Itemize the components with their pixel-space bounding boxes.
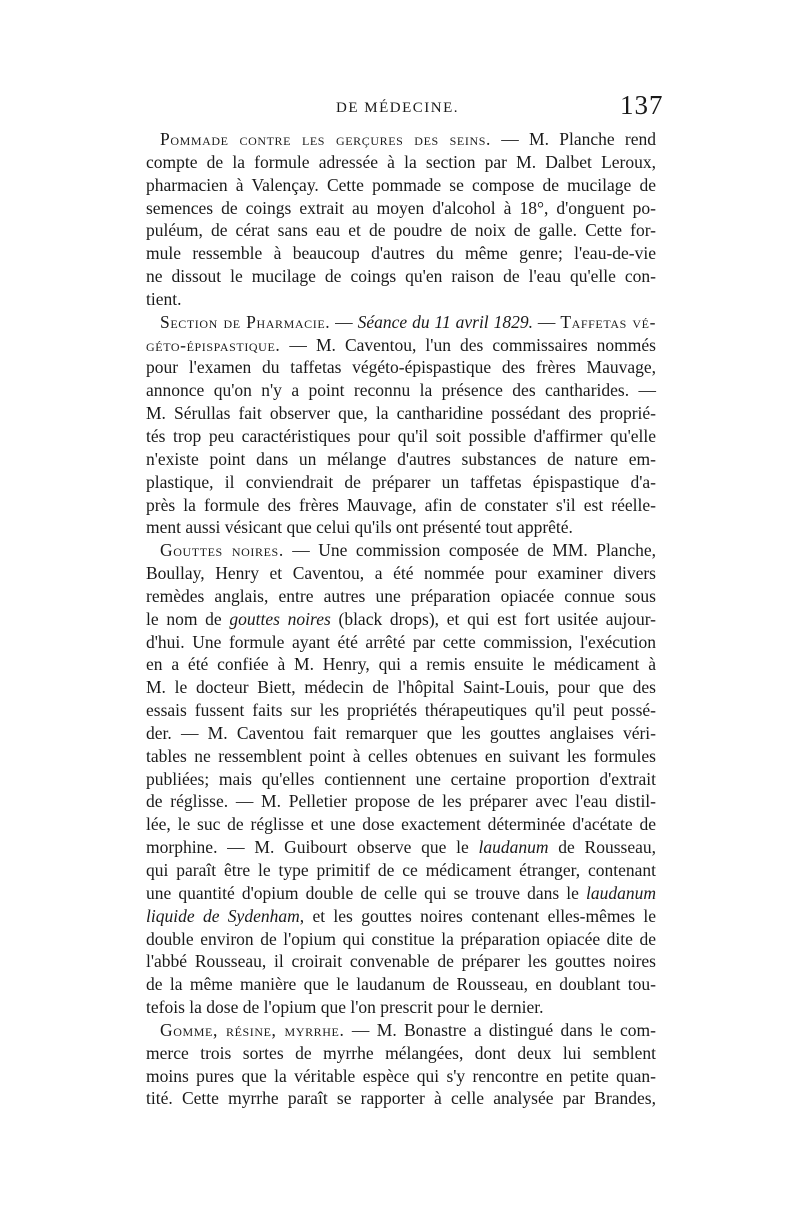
- text-line: [146, 950, 656, 973]
- text-run: tient.: [146, 288, 182, 309]
- text-run: remèdes anglais, entre autres une préparation opiacée connue sous: [146, 585, 656, 606]
- text-line: [146, 311, 656, 334]
- text-run: — M. Bonastre a distingué dans le com-: [344, 1019, 656, 1040]
- text-run: morphine. — M. Guibourt observe que le: [146, 837, 479, 858]
- text-line: [146, 768, 656, 791]
- text-run: , et les gouttes noires contenant elles-mêmes le: [299, 905, 657, 926]
- text-run: pharmacien à Valençay. Cette pommade se compose de mucilage de: [146, 174, 656, 195]
- text-run: près la formule des frères Mauvage, afin de constater s'il est réelle-: [146, 494, 656, 515]
- text-line: [146, 128, 656, 151]
- section-heading: Taffetas vé-: [560, 311, 656, 332]
- text-run: plastique, il conviendrait de préparer un taffetas épispastique d'a-: [146, 471, 656, 492]
- text-run: tité. Cette myrrhe paraît se rapporter à celle analysée par Brandes,: [146, 1088, 656, 1109]
- text-line: [146, 996, 656, 1019]
- text-run: puléum, de cérat sans eau et de poudre de noix de galle. Cette for-: [146, 220, 656, 241]
- text-run: tefois la dose de l'opium que l'on prescrit pour le dernier.: [146, 997, 544, 1018]
- section-heading: géto-épispastique.: [146, 334, 281, 355]
- text-run: (black drops), et qui est fort usitée aujour-: [330, 608, 656, 629]
- text-run: der. — M. Caventou fait remarquer que les gouttes anglaises véri-: [146, 722, 656, 743]
- italic-text: laudanum: [478, 837, 549, 858]
- text-run: — M. Planche rend: [490, 129, 656, 149]
- section-heading: Section de Pharmacie.: [160, 311, 331, 332]
- text-line: [146, 699, 656, 722]
- text-run: —: [330, 311, 358, 332]
- body-text: [146, 128, 656, 1110]
- text-run: Boullay, Henry et Caventou, a été nommée pour examiner divers: [146, 563, 656, 584]
- text-line: [146, 676, 656, 699]
- text-run: d'hui. Une formule ayant été arrêté par cette commission, l'exécution: [146, 631, 656, 652]
- text-run: mule ressemble à beaucoup d'autres du même genre; l'eau-de-vie: [146, 243, 656, 264]
- text-run: essais fussent faits sur les propriétés thérapeutiques qu'il peut possé-: [146, 700, 656, 721]
- italic-text: laudanum: [586, 882, 656, 903]
- text-run: —: [532, 311, 561, 332]
- section-heading: Gomme, résine, myrrhe.: [160, 1019, 345, 1040]
- text-line: [146, 471, 656, 494]
- text-line: [146, 494, 656, 517]
- text-line: [146, 1042, 656, 1065]
- text-run: ne dissout le mucilage de coings qu'en raison de l'eau qu'elle con-: [146, 266, 656, 287]
- text-run: n'existe point dans un mélange d'autres substances de nature em-: [146, 448, 656, 469]
- text-line: [146, 608, 656, 631]
- text-run: qui paraît être le type primitif de ce médicament étranger, contenant: [146, 860, 656, 880]
- italic-text: liquide de Sydenham: [146, 905, 300, 926]
- section-heading: Pommade contre les gerçures des seins.: [160, 129, 491, 149]
- text-line: [146, 1019, 656, 1042]
- italic-text: Séance du 11 avril 1829.: [357, 311, 533, 332]
- text-line: [146, 448, 656, 471]
- text-run: annonce qu'on n'y a point reconnu la présence des cantharides. —: [146, 380, 656, 401]
- text-line: [146, 836, 656, 859]
- text-run: une quantité d'opium double de celle qui se trouve dans le: [146, 882, 586, 903]
- text-line: [146, 1065, 656, 1088]
- text-run: M. le docteur Biett, médecin de l'hôpital Saint-Louis, pour que des: [146, 677, 656, 698]
- running-head-title: DE MÉDECINE.: [336, 100, 459, 116]
- text-run: M. Sérullas fait observer que, la cantharidine possédant des proprié-: [146, 403, 656, 424]
- text-line: [146, 905, 656, 928]
- text-line: [146, 585, 656, 608]
- text-line: [146, 242, 656, 265]
- text-line: [146, 562, 656, 585]
- text-line: [146, 745, 656, 768]
- text-line: [146, 928, 656, 951]
- text-line: [146, 151, 656, 174]
- text-line: [146, 379, 656, 402]
- italic-text: gouttes noires: [229, 608, 331, 629]
- text-line: [146, 653, 656, 676]
- text-run: publiées; mais qu'elles contiennent une certaine proportion d'extrait: [146, 768, 656, 789]
- text-run: tés trop peu caractéristiques pour qu'il soit possible d'affirmer qu'elle: [146, 425, 656, 446]
- text-run: ment aussi vésicant que celui qu'ils ont présenté tout apprêté.: [146, 517, 573, 538]
- text-line: [146, 722, 656, 745]
- text-run: en a été confiée à M. Henry, qui a remis ensuite le médicament à: [146, 654, 656, 675]
- text-line: [146, 882, 656, 905]
- text-line: [146, 402, 656, 425]
- text-run: le nom de: [146, 608, 230, 629]
- section-heading: Gouttes noires.: [160, 540, 284, 561]
- text-run: l'abbé Rousseau, il croirait convenable de préparer les gouttes noires: [146, 951, 656, 972]
- text-line: [146, 790, 656, 813]
- text-line: [146, 265, 656, 288]
- text-line: [146, 631, 656, 654]
- text-run: de réglisse. — M. Pelletier propose de les préparer avec l'eau distil-: [146, 791, 656, 812]
- text-line: [146, 356, 656, 379]
- text-run: de Rousseau,: [548, 837, 656, 858]
- text-line: [146, 1087, 656, 1110]
- text-line: [146, 425, 656, 448]
- text-line: [146, 174, 656, 197]
- text-line: [146, 197, 656, 220]
- text-line: [146, 334, 656, 357]
- text-run: — M. Caventou, l'un des commissaires nommés: [280, 334, 656, 355]
- text-line: [146, 516, 656, 539]
- text-run: lée, le suc de réglisse et une dose exactement déterminée d'acétate de: [146, 814, 656, 835]
- text-run: double environ de l'opium qui constitue la préparation opiacée dite de: [146, 928, 656, 949]
- text-run: pour l'examen du taffetas végéto-épispastique des frères Mauvage,: [146, 357, 656, 378]
- text-run: de la même manière que le laudanum de Rousseau, en doublant tou-: [146, 974, 656, 995]
- text-line: [146, 288, 656, 311]
- running-head: [0, 90, 800, 126]
- text-run: tables ne ressemblent point à celles obtenues en suivant les formules: [146, 745, 656, 766]
- page-number: 137: [620, 90, 664, 120]
- text-line: [146, 539, 656, 562]
- text-line: [146, 813, 656, 836]
- text-run: moins pures que la véritable espèce qui s'y rencontre en petite quan-: [146, 1065, 656, 1086]
- text-line: [146, 973, 656, 996]
- text-line: [146, 859, 656, 882]
- text-line: [146, 219, 656, 242]
- text-run: — Une commission composée de MM. Planche,: [283, 540, 656, 561]
- text-run: compte de la formule adressée à la section par M. Dalbet Leroux,: [146, 151, 656, 172]
- text-run: semences de coings extrait au moyen d'alcohol à 18°, d'onguent po-: [146, 197, 656, 218]
- text-run: merce trois sortes de myrrhe mélangées, dont deux lui semblent: [146, 1042, 656, 1063]
